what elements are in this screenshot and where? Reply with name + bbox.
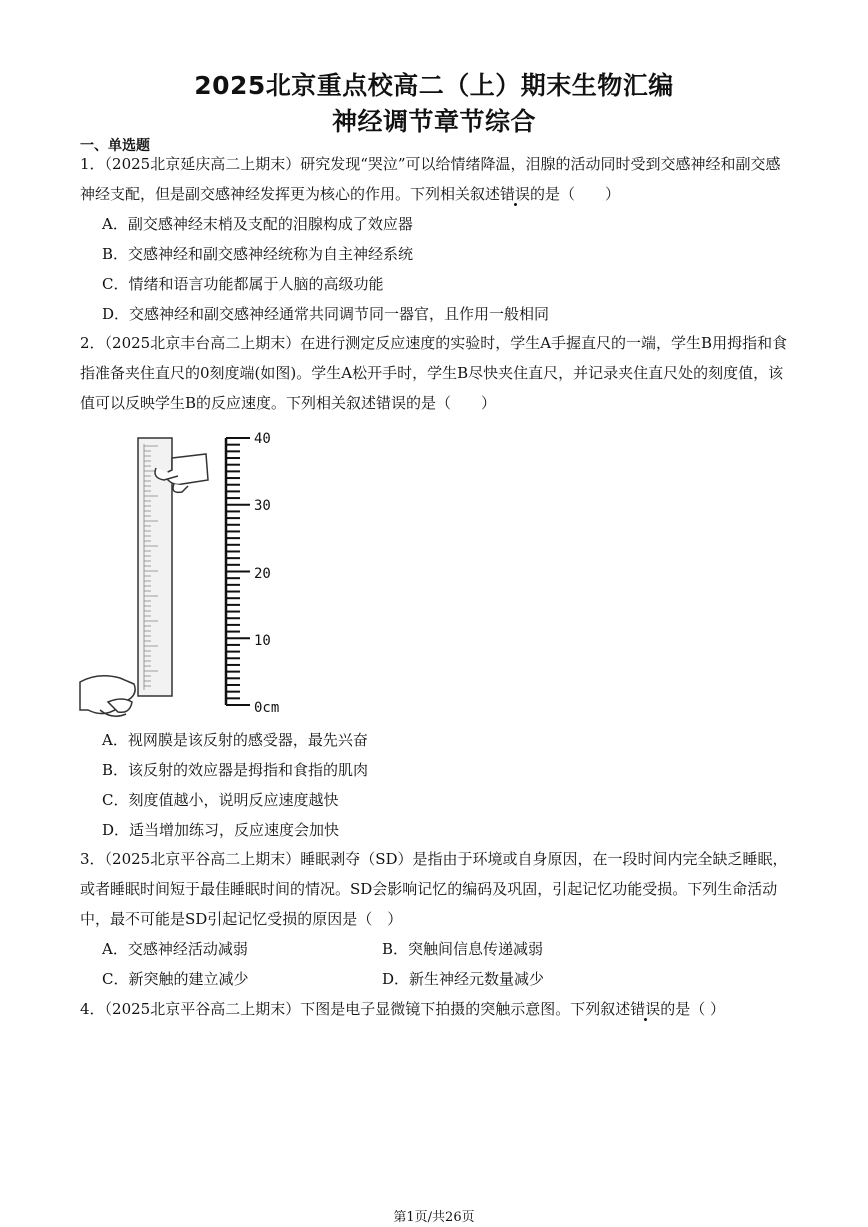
question-4-tail: 的是（ ） bbox=[660, 1000, 726, 1018]
question-4-stem bbox=[80, 994, 792, 1024]
document-title: 2025北京重点校高二（上）期末生物汇编 bbox=[194, 71, 674, 100]
question-2-option-a: A．视网膜是该反射的感受器，最先兴奋 bbox=[102, 731, 368, 749]
scale-label-30: 30 bbox=[254, 498, 271, 514]
question-3-option-c: C．新突触的建立减少 bbox=[102, 970, 249, 988]
question-2-option-b: B．该反射的效应器是拇指和食指的肌肉 bbox=[102, 761, 369, 779]
question-2-option-d: D．适当增加练习，反应速度会加快 bbox=[102, 821, 340, 839]
scale-label-0cm: 0cm bbox=[254, 700, 280, 716]
question-1-option-b: B．交感神经和副交感神经统称为自主神经系统 bbox=[102, 245, 414, 263]
hand-bottom-icon bbox=[80, 676, 135, 717]
question-2-stem: 2．（2025北京丰台高二上期末）在进行测定反应速度的实验时，学生A手握直尺的一端，学生B用拇指和食指准备夹住直尺的0刻度端(如图)。学生A松开手时，学生B尽快夹住直尺，并记录夹住直尺处的刻度值，该值可以反映学生B的反应速度。下列相关叙述错误的是（ ） bbox=[80, 334, 788, 412]
question-1-option-c: C．情绪和语言功能都属于人脑的高级功能 bbox=[102, 275, 384, 293]
ruler-figure bbox=[78, 428, 298, 723]
document-subtitle: 神经调节章节综合 bbox=[331, 107, 536, 136]
question-1-option-a: A．副交感神经末梢及支配的泪腺构成了效应器 bbox=[102, 215, 413, 233]
section-heading: 一、单选题 bbox=[80, 138, 150, 154]
question-1-tail: 的是（ ） bbox=[530, 185, 621, 203]
question-1-stem bbox=[80, 149, 792, 209]
scale-label-40: 40 bbox=[254, 431, 271, 447]
scale-label-20: 20 bbox=[254, 566, 271, 582]
page-number: 第1页/共26页 bbox=[393, 1210, 475, 1225]
question-3-option-a: A．交感神经活动减弱 bbox=[102, 940, 248, 958]
question-3-stem: 3．（2025北京平谷高二上期末）睡眠剥夺（SD）是指由于环境或自身原因，在一段时间内完全缺乏睡眠，或者睡眠时间短于最佳睡眠时间的情况。SD会影响记忆的编码及巩固，引起记忆功能受损。下列生命活动中，最不可能是SD引起记忆受损的原因是（ ） bbox=[80, 850, 788, 928]
question-4-lead: 4．（2025北京平谷高二上期末）下图是电子显微镜下拍摄的突触示意图。下列叙述 bbox=[80, 1000, 631, 1018]
question-3-option-b: B．突触间信息传递减弱 bbox=[382, 940, 544, 958]
question-4-emphasis: 错误 bbox=[630, 1000, 661, 1018]
scale-label-10: 10 bbox=[254, 633, 271, 649]
question-2-option-c: C．刻度值越小，说明反应速度越快 bbox=[102, 791, 339, 809]
question-3-option-d: D．新生神经元数量减少 bbox=[382, 970, 545, 988]
question-1-emphasis: 错误 bbox=[500, 185, 531, 203]
question-1-option-d: D．交感神经和副交感神经通常共同调节同一器官，且作用一般相同 bbox=[102, 305, 550, 323]
question-1-lead: 1．（2025北京延庆高二上期末）研究发现“哭泣”可以给情绪降温，泪腺的活动同时受到交感神经和副交感神经支配，但是副交感神经发挥更为核心的作用。下列相关叙述 bbox=[80, 155, 781, 203]
